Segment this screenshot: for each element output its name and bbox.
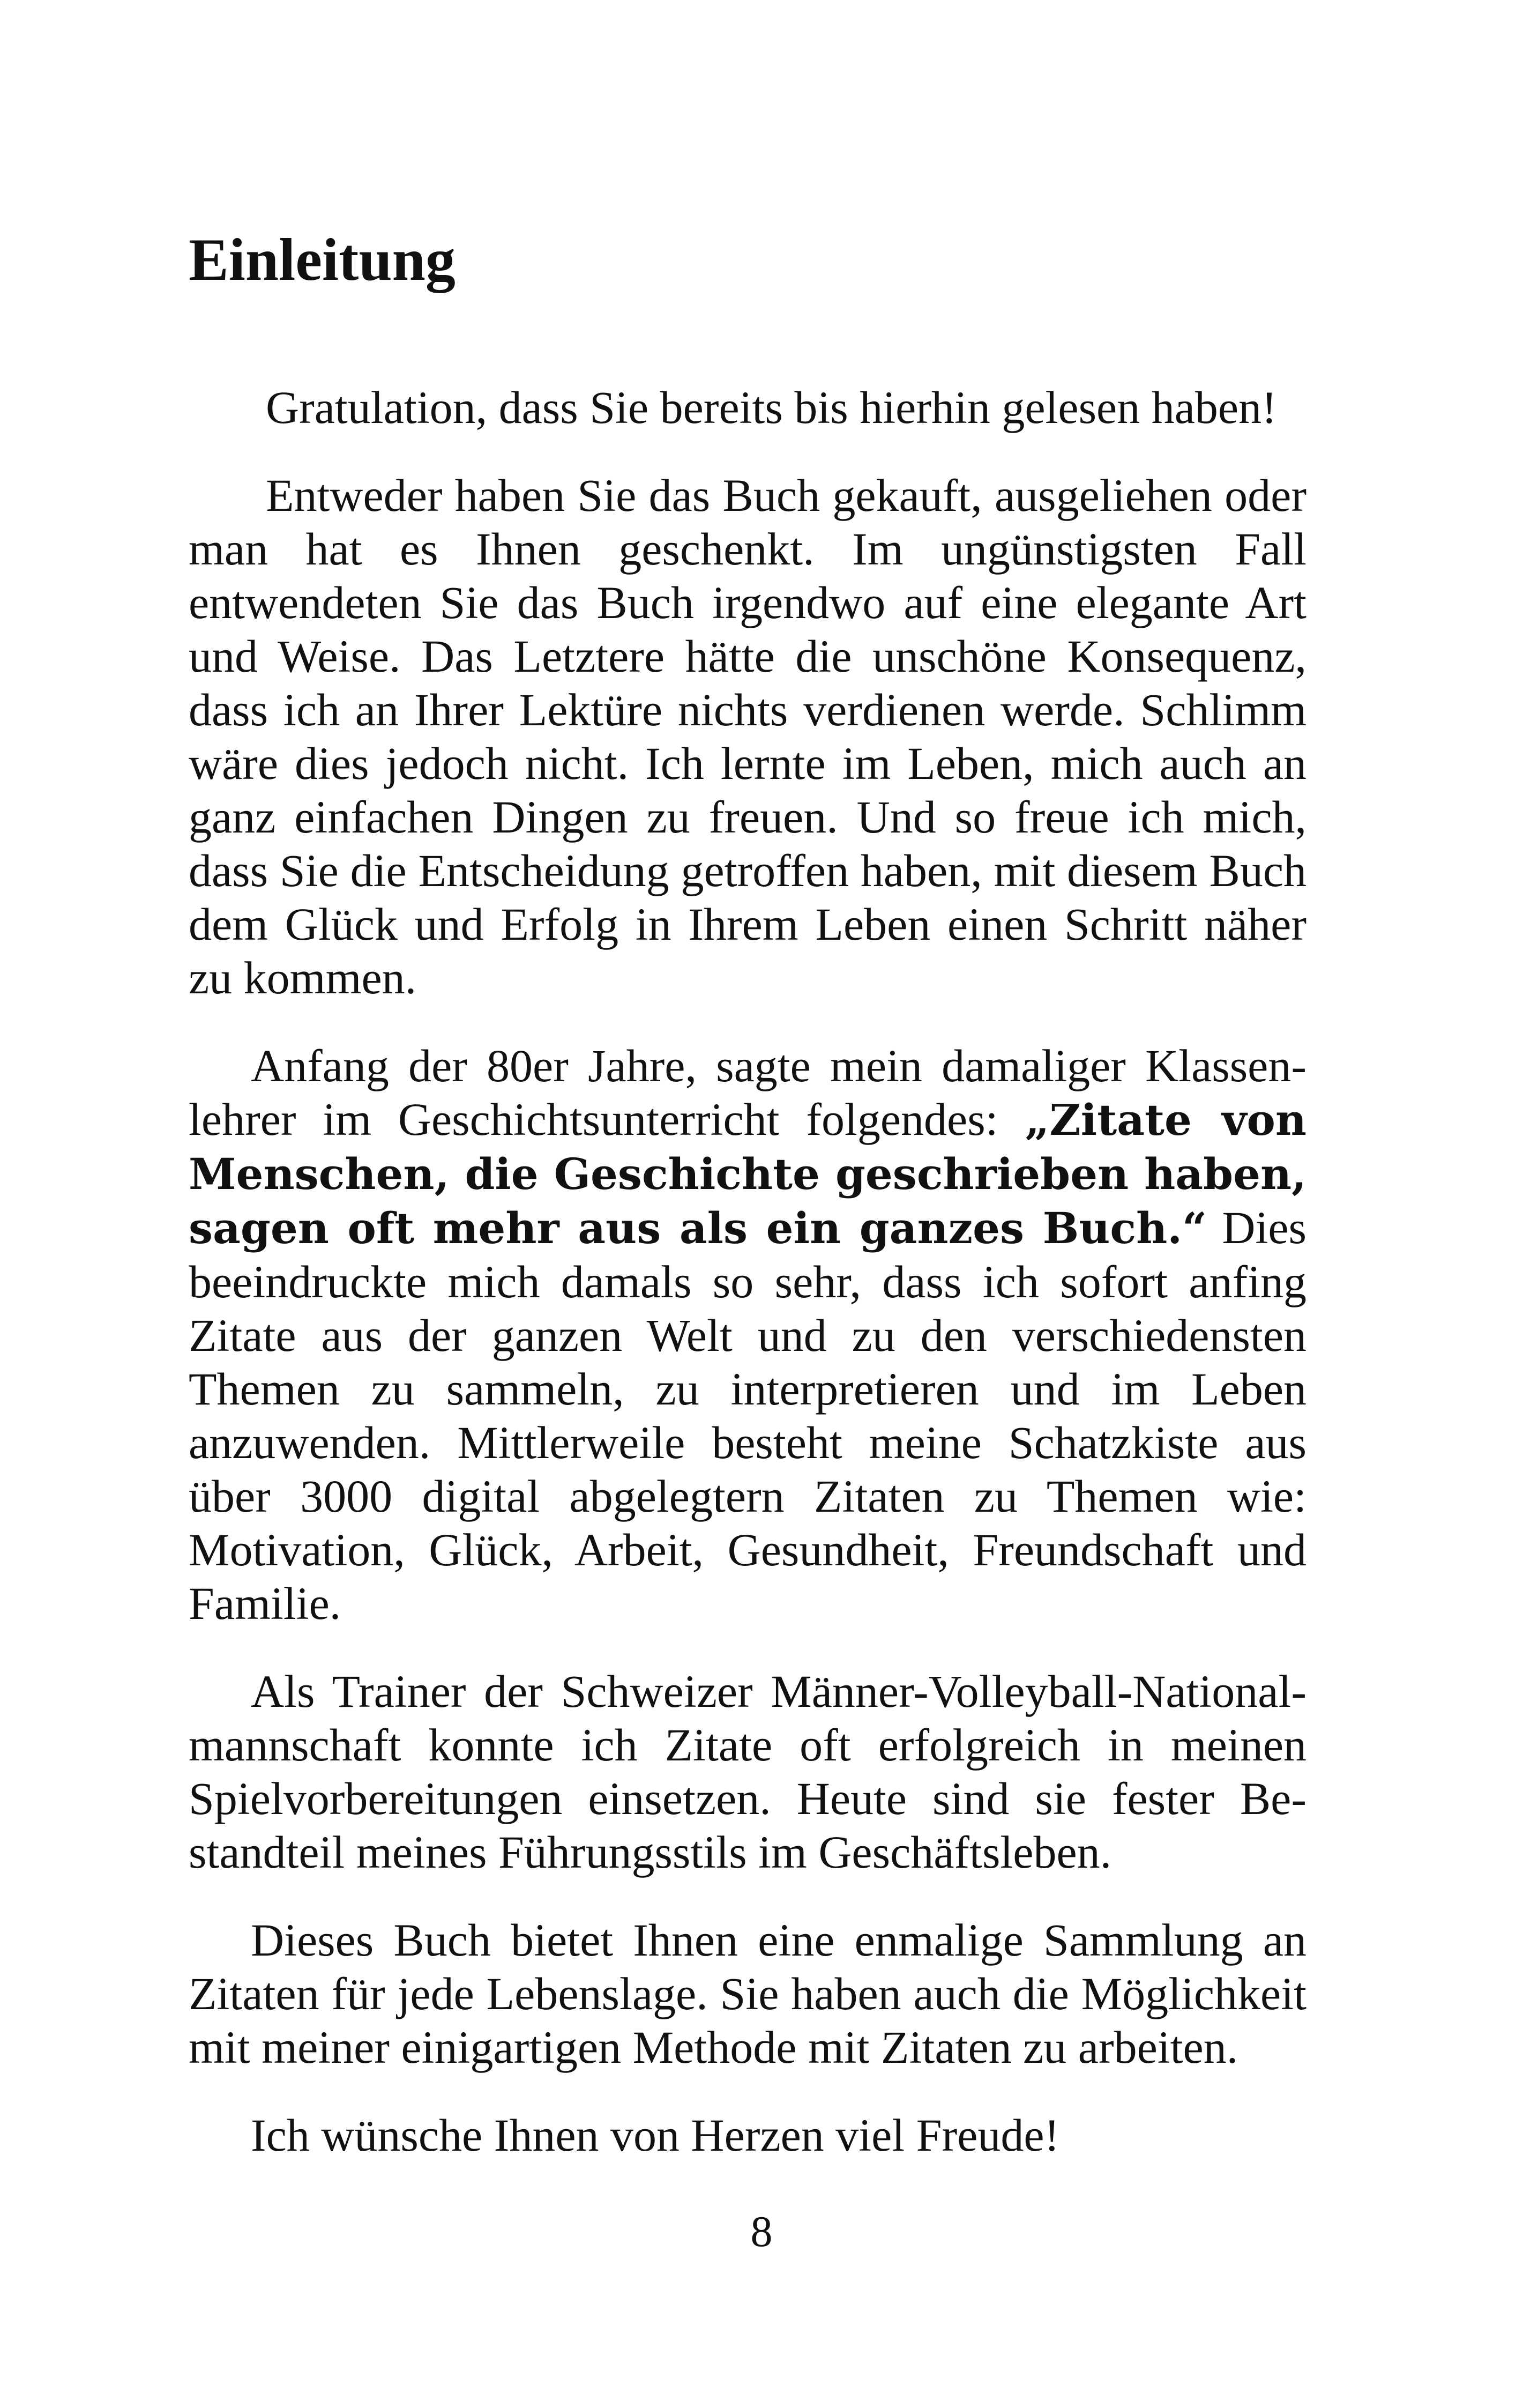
page-number: 8 (750, 2207, 773, 2256)
chapter-heading: Einleitung (189, 227, 456, 293)
paragraph-text: Dies beeindruckte mich damals so sehr, dass ich sofort anfing Zitate aus der ganzen Welt und zu den verschiedensten Themen zu sammeln, zu interpretieren und im Leben anzuwenden. Mittlerweile besteht meine Schatzkiste aus über 3000 digital abgelegtern Zitaten zu Themen wie: Motivation, Glück, Arbeit, Gesundheit, Freundschaft und Familie. (189, 1202, 1307, 1629)
paragraph-book-offer: Dieses Buch bietet Ihnen eine enmalige Sammlung an Zitaten für jede Lebenslage. Sie haben auch die Möglichkeit mit meiner einigartigen Methode mit Zitaten zu arbeiten. (189, 1914, 1307, 2073)
paragraph-text: Anfang der 80er Jahre, sagte mein damaliger Klassenlehrer im Geschichtsunterricht folgendes: (189, 1040, 1307, 1145)
paragraph-greeting: Gratulation, dass Sie bereits bis hierhin gelesen haben! (266, 382, 1277, 433)
paragraph-trainer: Als Trainer der Schweizer Männer-Volleyball-Nationalmannschaft konnte ich Zitate oft erfolgreich in meinen Spielvorbereitungen einsetzen. Heute sind sie fester Bestandteil meines Führungsstils im Geschäftsleben. (189, 1666, 1307, 1878)
paragraph-how-obtained: Entweder haben Sie das Buch gekauft, ausgeliehen oder man hat es Ihnen geschenkt. Im ungünstigsten Fall entwendeten Sie das Buch irgendwo auf eine elegante Art und Weise. Das Letztere hätte die unschöne Konsequenz, dass ich an Ihrer Lektüre nichts verdienen werde. Schlimm wäre dies jedoch nicht. Ich lernte im Leben, mich auch an ganz einfachen Dingen zu freuen. Und so freue ich mich, dass Sie die Entscheidung getroffen haben, mit diesem Buch dem Glück und Erfolg in Ihrem Leben einen Schritt näher zu kommen. (189, 470, 1307, 1004)
paragraph-quote-origin (189, 1039, 1307, 1630)
bold-quote: „Zitate von Menschen, die Geschichte geschrieben haben, sagen oft mehr aus als ein ganzes Buch.“ (189, 1095, 1307, 1253)
paragraph-closing: Ich wünsche Ihnen von Herzen viel Freude! (251, 2109, 1060, 2161)
chapter-body (189, 381, 1307, 2196)
